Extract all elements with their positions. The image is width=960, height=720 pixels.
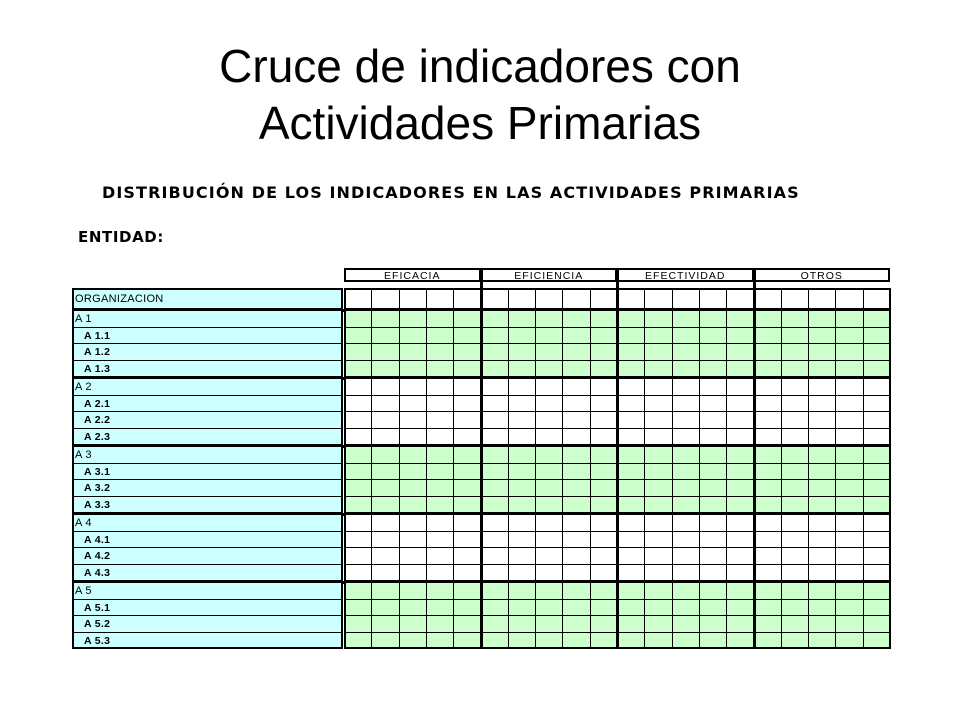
- activity-label: ORGANIZACION: [75, 293, 164, 305]
- column-group-label: OTROS: [800, 270, 843, 282]
- label-column-frame: [72, 288, 343, 649]
- sub-activity-label: A 3.2: [84, 482, 111, 495]
- sub-activity-label: A 5.1: [84, 601, 111, 614]
- sub-activity-label: A 5.3: [84, 634, 111, 647]
- activity-label: A 4: [75, 517, 92, 530]
- sub-activity-label: A 4.3: [84, 566, 111, 579]
- sub-activity-label: A 2.1: [84, 397, 111, 410]
- slide-title-line-2: Actividades Primarias: [258, 97, 702, 149]
- column-group-label: EFICACIA: [384, 270, 441, 282]
- sub-activity-label: A 3.3: [84, 498, 111, 511]
- activity-label: A 3: [75, 449, 92, 462]
- sub-activity-label: A 3.1: [84, 465, 111, 478]
- sub-activity-label: A 4.1: [84, 533, 111, 546]
- indicator-distribution-table: [72, 268, 888, 646]
- activity-label: A 5: [75, 585, 92, 598]
- column-group-separator: [753, 268, 756, 649]
- sub-activity-label: A 5.2: [84, 618, 111, 631]
- sub-activity-label: A 1.3: [84, 362, 111, 375]
- sub-activity-label: A 2.3: [84, 430, 111, 443]
- sheet-heading: DISTRIBUCIÓN DE LOS INDICADORES EN LAS ACTIVIDADES PRIMARIAS: [102, 183, 800, 202]
- column-group-separator: [616, 268, 619, 649]
- column-group-label: EFICIENCIA: [514, 270, 584, 282]
- sub-activity-label: A 1.2: [84, 346, 111, 359]
- sub-activity-label: A 2.2: [84, 414, 111, 427]
- slide-title: [0, 38, 960, 152]
- sub-activity-label: A 1.1: [84, 329, 111, 342]
- sub-activity-label: A 4.2: [84, 550, 111, 563]
- activity-label: A 1: [75, 313, 92, 326]
- slide-title-line-1: Cruce de indicadores con: [219, 40, 741, 92]
- column-group-separator: [480, 268, 483, 649]
- entity-label: ENTIDAD:: [78, 228, 164, 246]
- activity-label: A 2: [75, 381, 92, 394]
- column-group-label: EFECTIVIDAD: [645, 270, 726, 282]
